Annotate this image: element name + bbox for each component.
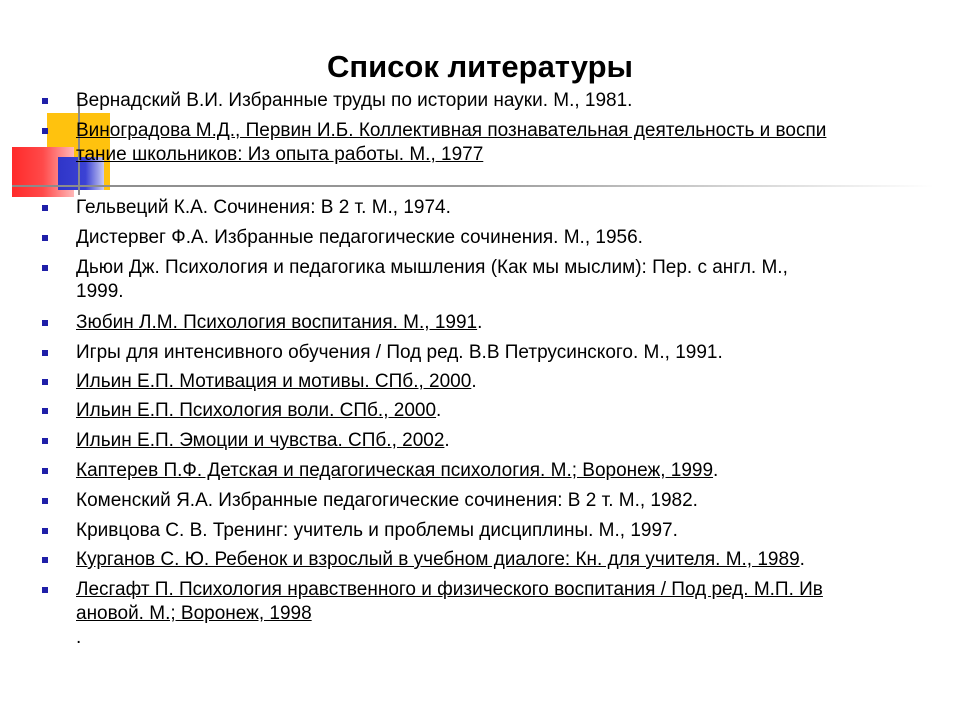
item-link-text-continued[interactable]: ановой. М.; Воронеж, 1998 [76, 603, 312, 624]
bullet-icon [42, 350, 48, 356]
bullet-icon [42, 528, 48, 534]
item-tail: . [713, 460, 719, 481]
bullet-icon [42, 235, 48, 241]
bullet-icon [42, 408, 48, 414]
item-text: Вернадский В.И. Избранные труды по истории науки. М., 1981. [76, 90, 633, 111]
item-tail: . [444, 430, 450, 451]
item-text: Игры для интенсивного обучения / Под ред. В.В Петрусинского. М., 1991. [76, 342, 723, 363]
item-link-text[interactable]: Курганов С. Ю. Ребенок и взрослый в учебном диалоге: Кн. для учителя. М., 1989 [76, 549, 800, 570]
item-text-continued: 1999. [76, 281, 124, 302]
item-link-text[interactable]: Каптерев П.Ф. Детская и педагогическая психология. М.; Воронеж, 1999 [76, 460, 714, 481]
bibliography-item[interactable] [76, 459, 936, 483]
bibliography-item [76, 89, 936, 113]
item-link-text[interactable]: Ильин Е.П. Эмоции и чувства. СПб., 2002 [76, 430, 445, 451]
item-text: Дистервег Ф.А. Избранные педагогические сочинения. М., 1956. [76, 227, 643, 248]
item-text: Гельвеций К.А. Сочинения: В 2 т. М., 1974. [76, 197, 451, 218]
bullet-icon [42, 557, 48, 563]
item-link-text[interactable]: Зюбин Л.М. Психология воспитания. М., 1991 [76, 312, 478, 333]
item-link-text-continued[interactable]: тание школьников: Из опыта работы. М., 1977 [76, 144, 484, 165]
item-link-text[interactable]: Лесгафт П. Психология нравственного и физического воспитания / Под ред. М.П. Ив [76, 579, 823, 600]
item-tail: . [477, 312, 483, 333]
bibliography-item[interactable] [76, 578, 936, 650]
slide-title: Список литературы [326, 49, 634, 84]
bibliography-item[interactable] [76, 399, 936, 423]
item-text: Коменский Я.А. Избранные педагогические сочинения: В 2 т. М., 1982. [76, 490, 698, 511]
bullet-icon [42, 468, 48, 474]
item-link-text[interactable]: Виноградова М.Д., Первин И.Б. Коллективная познавательная деятельность и воспи [76, 120, 827, 141]
bullet-icon [42, 205, 48, 211]
bullet-icon [42, 128, 48, 134]
item-tail: . [436, 400, 442, 421]
bibliography-item[interactable] [76, 311, 936, 335]
bibliography-item [76, 519, 936, 543]
bibliography-item[interactable] [76, 119, 936, 167]
bullet-icon [42, 498, 48, 504]
item-link-text[interactable]: Ильин Е.П. Психология воли. СПб., 2000 [76, 400, 437, 421]
bibliography-item [76, 226, 936, 250]
bibliography-item [76, 341, 936, 365]
bullet-icon [42, 587, 48, 593]
item-tail: . [471, 371, 477, 392]
bibliography-item[interactable] [76, 548, 936, 572]
bibliography-item [76, 489, 936, 513]
bullet-icon [42, 438, 48, 444]
bibliography-item [76, 196, 936, 220]
bibliography-item[interactable] [76, 370, 936, 394]
item-tail: . [799, 549, 805, 570]
bullet-icon [42, 320, 48, 326]
bullet-icon [42, 379, 48, 385]
item-link-text[interactable]: Ильин Е.П. Мотивация и мотивы. СПб., 2000 [76, 371, 472, 392]
bullet-icon [42, 98, 48, 104]
item-text: Дьюи Дж. Психология и педагогика мышления (Как мы мыслим): Пер. с англ. М., [76, 257, 788, 278]
item-text: Кривцова С. В. Тренинг: учитель и проблемы дисциплины. М., 1997. [76, 520, 678, 541]
bullet-icon [42, 265, 48, 271]
item-tail: . [76, 627, 82, 648]
bibliography-item [76, 256, 936, 304]
bibliography-item[interactable] [76, 429, 936, 453]
